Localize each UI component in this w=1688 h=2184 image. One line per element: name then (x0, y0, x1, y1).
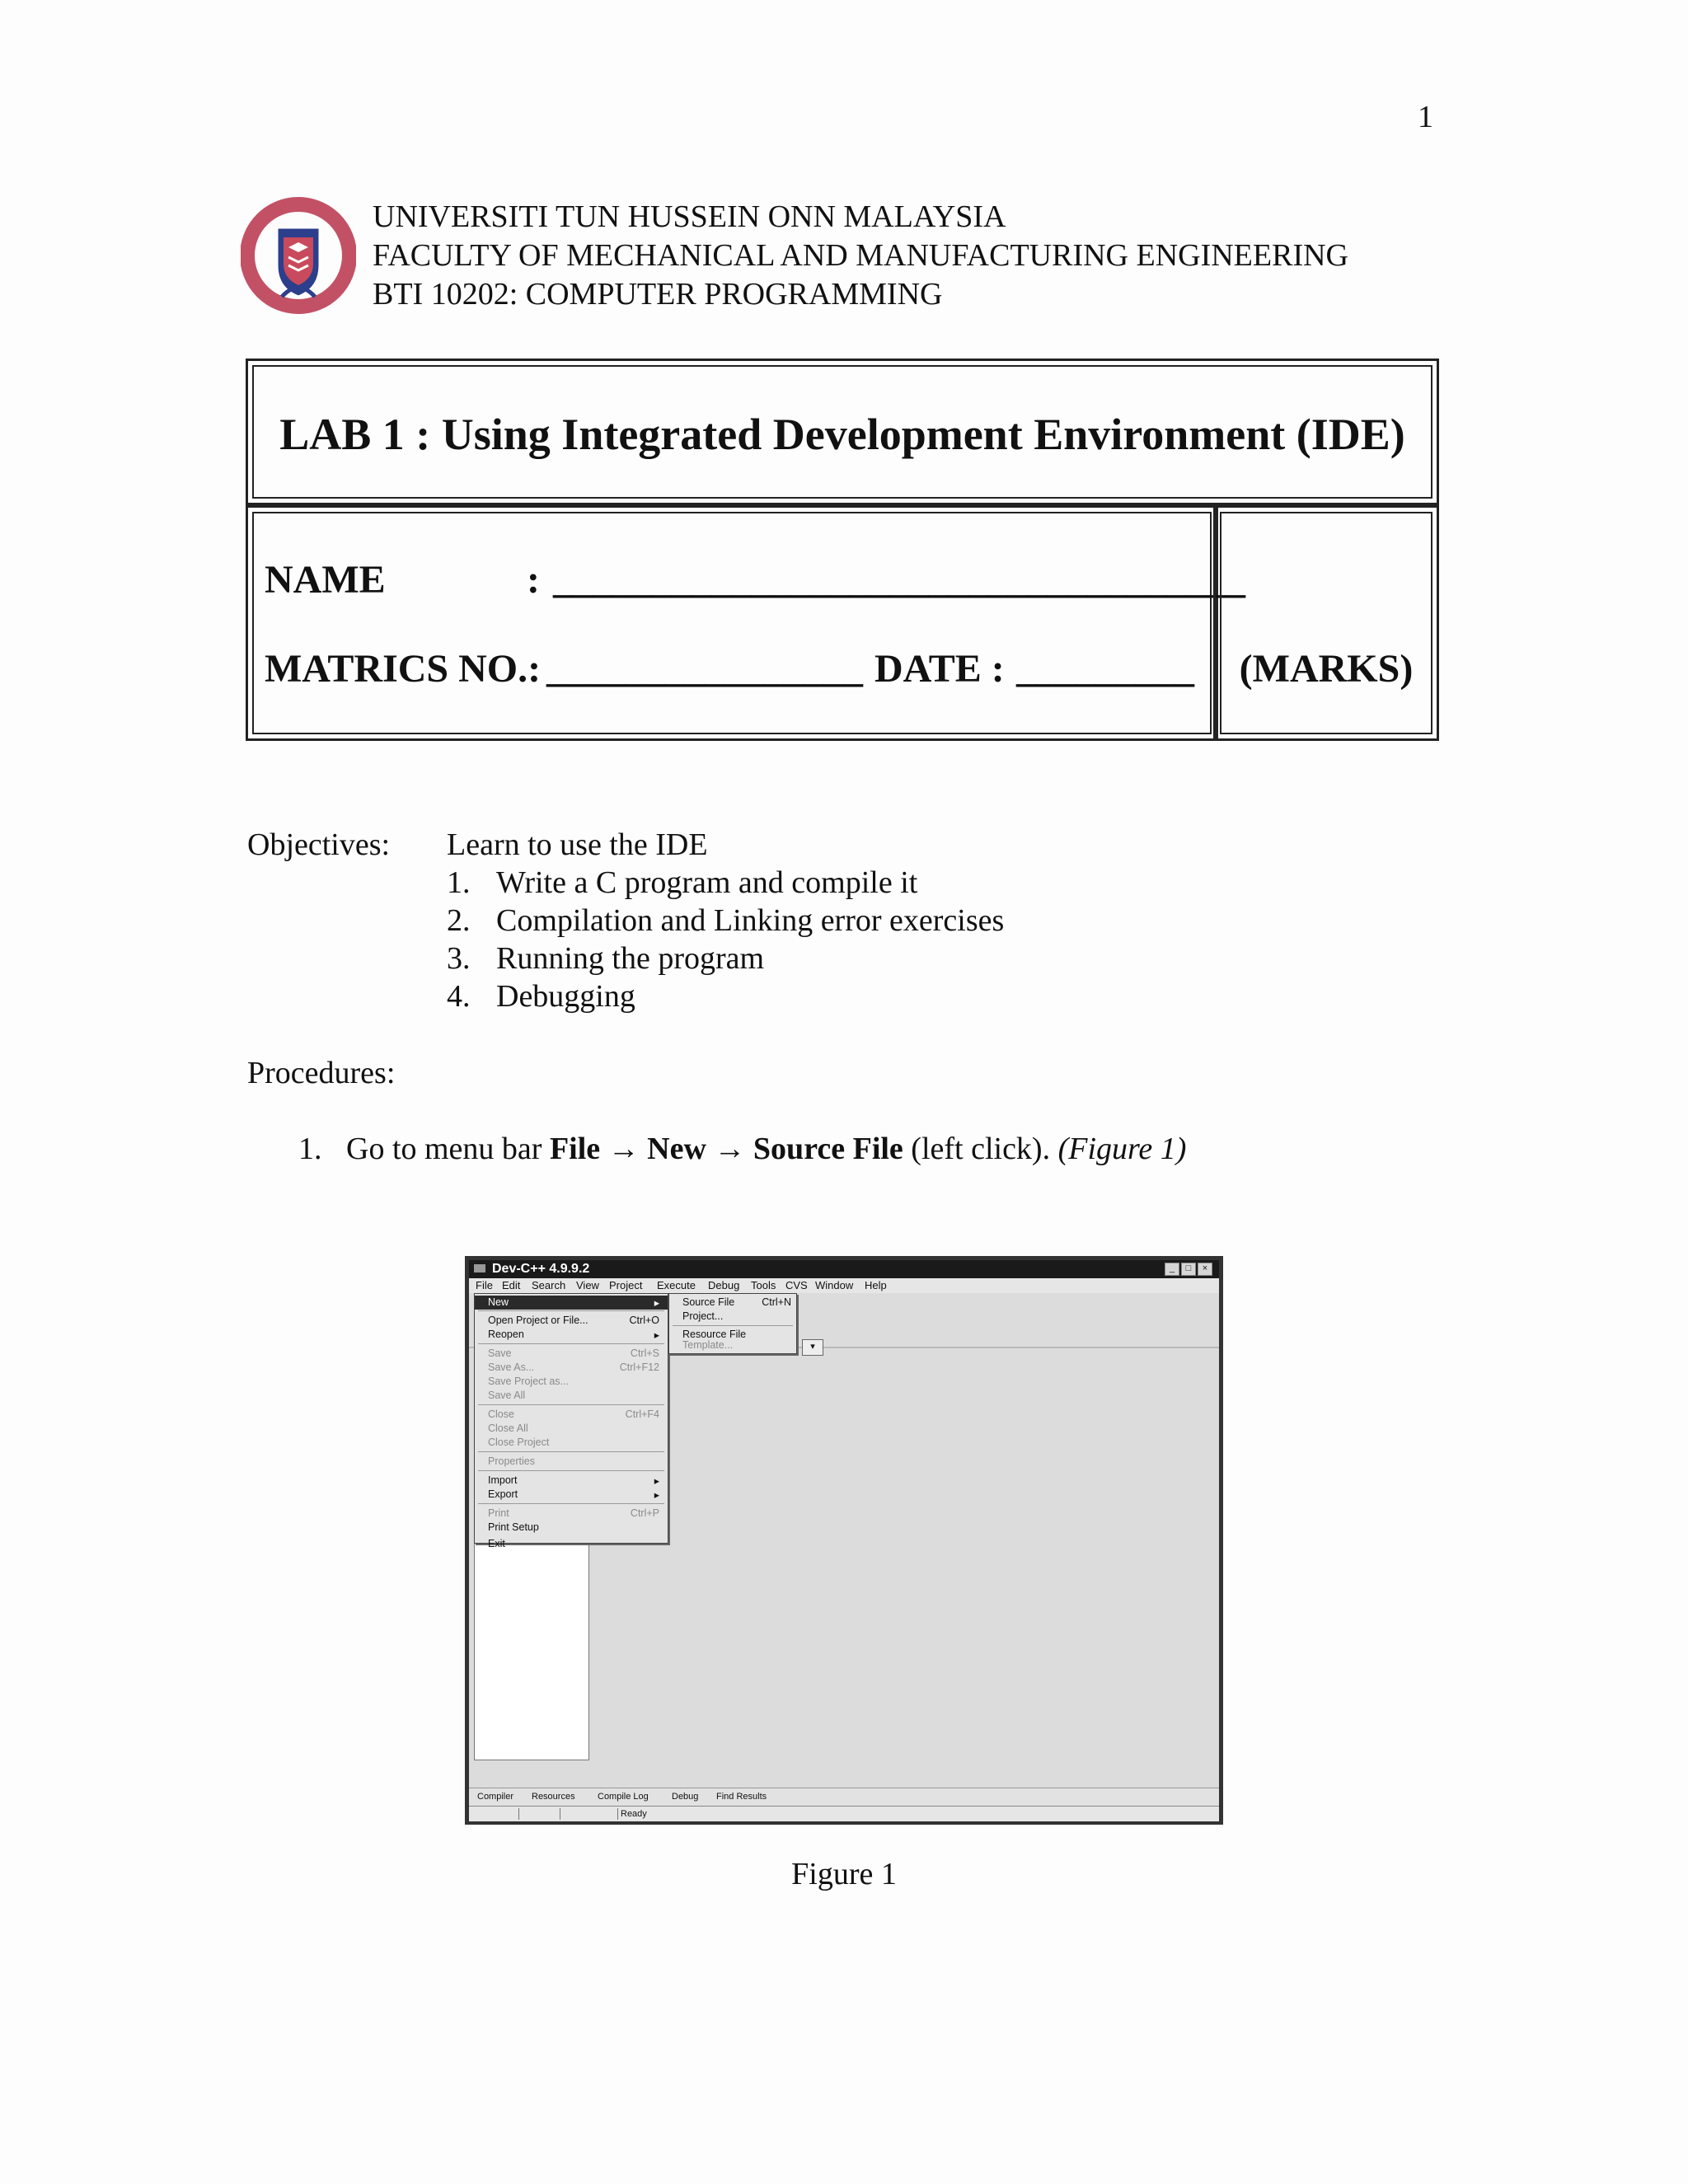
tab-find-results[interactable]: Find Results (716, 1792, 767, 1802)
marks-label: (MARKS) (1239, 647, 1414, 691)
ide-window-title: Dev-C++ 4.9.9.2 (492, 1262, 590, 1276)
menu-item-new[interactable]: New ▸ (475, 1296, 668, 1310)
menu-item-close-all[interactable]: Close All (488, 1422, 528, 1434)
menu-item-close[interactable]: Close Ctrl+F4 (488, 1408, 659, 1420)
menu-item-exit[interactable]: Exit (488, 1538, 505, 1549)
menu-window[interactable]: Window (815, 1279, 854, 1291)
submenu-item-project[interactable]: Project... (682, 1310, 724, 1322)
combo-dropdown[interactable]: ▾ (802, 1339, 823, 1356)
tab-debug[interactable]: Debug (672, 1792, 699, 1802)
name-blank: ___________________________________ (553, 558, 1245, 602)
objective-number: 2. (447, 903, 471, 938)
menu-project[interactable]: Project (609, 1279, 643, 1291)
arrow-icon: → (706, 1132, 753, 1166)
menu-item-print-setup[interactable]: Print Setup (488, 1521, 539, 1533)
marks-box (1213, 505, 1439, 741)
menu-item-save-all[interactable]: Save All (488, 1390, 526, 1401)
ide-titlebar (469, 1260, 1219, 1278)
menu-debug[interactable]: Debug (708, 1279, 740, 1291)
status-divider (518, 1808, 519, 1820)
tab-resources[interactable]: Resources (532, 1792, 575, 1802)
faculty-name: FACULTY OF MECHANICAL AND MANUFACTURING ENGINEERING (373, 238, 1348, 273)
matrics-label: MATRICS NO.: (265, 647, 542, 691)
objective-number: 3. (447, 941, 471, 976)
matrics-blank: ________________ (546, 647, 863, 691)
file-menu-dropdown (474, 1293, 668, 1549)
menu-execute[interactable]: Execute (657, 1279, 696, 1291)
objective-number: 4. (447, 979, 471, 1014)
uthm-logo (241, 196, 356, 320)
objective-item: Write a C program and compile it (496, 865, 918, 900)
bottom-tabs (469, 1788, 1219, 1807)
step-prefix: Go to menu bar (346, 1132, 550, 1166)
new-submenu (668, 1293, 797, 1354)
submenu-item-template[interactable]: Template... (682, 1339, 734, 1351)
submenu-item-source-file[interactable]: Source File Ctrl+N (682, 1296, 791, 1308)
date-label: DATE : (874, 647, 1005, 691)
arrow-icon: → (600, 1132, 648, 1166)
app-icon (474, 1264, 485, 1272)
objective-item: Running the program (496, 941, 765, 976)
procedures-label: Procedures: (247, 1056, 396, 1090)
menu-separator (478, 1343, 664, 1344)
menu-file[interactable]: File (476, 1279, 493, 1291)
maximize-button[interactable]: □ (1181, 1263, 1196, 1276)
objectives-intro: Learn to use the IDE (447, 827, 708, 862)
step-source-file: Source File (753, 1132, 903, 1166)
step-suffix: (left click). (903, 1132, 1058, 1166)
tab-compile-log[interactable]: Compile Log (598, 1792, 649, 1802)
ide-menubar (469, 1278, 1219, 1294)
objectives-label: Objectives: (247, 827, 391, 862)
step-file: File (549, 1132, 601, 1166)
menu-item-properties[interactable]: Properties (488, 1455, 535, 1467)
menu-cvs[interactable]: CVS (785, 1279, 808, 1291)
step-new: New (647, 1132, 706, 1166)
tab-compiler[interactable]: Compiler (477, 1792, 514, 1802)
menu-separator (478, 1404, 664, 1405)
objective-number: 1. (447, 865, 471, 900)
menu-item-save-project-as[interactable]: Save Project as... (488, 1376, 569, 1387)
menu-item-close-project[interactable]: Close Project (488, 1436, 550, 1448)
menu-separator (673, 1325, 793, 1326)
menu-separator (478, 1503, 664, 1504)
menu-separator (478, 1310, 664, 1311)
menu-tools[interactable]: Tools (751, 1279, 776, 1291)
submenu-item-resource-file[interactable]: Resource File (682, 1329, 747, 1340)
menu-view[interactable]: View (576, 1279, 599, 1291)
menu-help[interactable]: Help (865, 1279, 887, 1291)
student-info-box (246, 505, 1245, 741)
status-bar (469, 1806, 1219, 1821)
close-button[interactable]: × (1198, 1263, 1212, 1276)
name-colon: : (527, 558, 540, 602)
menu-separator (478, 1470, 664, 1471)
menu-item-reopen[interactable]: Reopen ▸ (488, 1329, 659, 1341)
figure-reference: (Figure 1) (1057, 1132, 1187, 1166)
menu-item-print[interactable]: Print Ctrl+P (488, 1507, 659, 1519)
menu-search[interactable]: Search (532, 1279, 566, 1291)
menu-item-save[interactable]: Save Ctrl+S (488, 1347, 659, 1359)
course-name: BTI 10202: COMPUTER PROGRAMMING (373, 277, 943, 312)
objective-item: Compilation and Linking error exercises (496, 903, 1005, 938)
step-number: 1. (298, 1132, 322, 1166)
date-blank: _________ (1016, 647, 1194, 691)
menu-separator (478, 1451, 664, 1452)
university-name: UNIVERSITI TUN HUSSEIN ONN MALAYSIA (373, 199, 1006, 234)
menu-item-import[interactable]: Import ▸ (488, 1474, 659, 1487)
status-text: Ready (621, 1809, 647, 1819)
menu-edit[interactable]: Edit (502, 1279, 521, 1291)
title-box (246, 359, 1439, 505)
minimize-button[interactable]: _ (1165, 1263, 1179, 1276)
step-1-text (346, 1131, 1186, 1167)
menu-item-save-as[interactable]: Save As... Ctrl+F12 (488, 1361, 659, 1373)
ide-screenshot (465, 1256, 1223, 1825)
status-divider (617, 1808, 618, 1820)
menu-item-export[interactable]: Export ▸ (488, 1488, 659, 1501)
objective-item: Debugging (496, 979, 635, 1014)
page-number: 1 (1418, 100, 1433, 134)
menu-item-open[interactable]: Open Project or File... Ctrl+O (488, 1315, 659, 1326)
name-label: NAME (265, 558, 386, 602)
lab-title: LAB 1 : Using Integrated Development Environment (IDE) (279, 410, 1405, 459)
figure-caption: Figure 1 (791, 1857, 897, 1891)
